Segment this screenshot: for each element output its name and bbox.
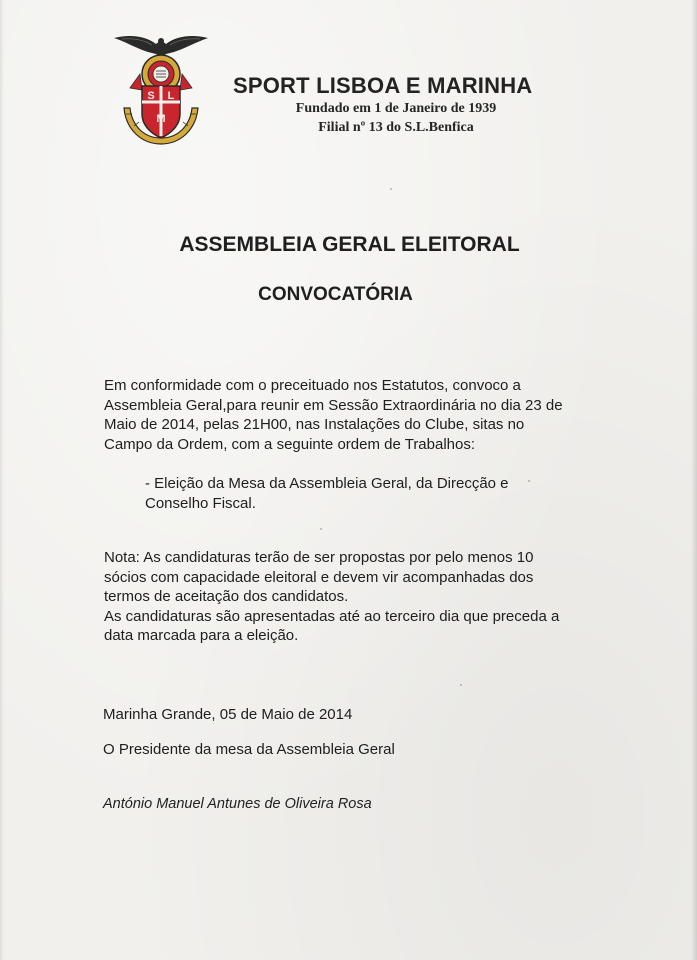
paragraph-line: Em conformidade com o preceituado nos Estatutos, convoco a (104, 377, 521, 394)
founded-line: Fundado em 1 de Janeiro de 1939 (295, 101, 497, 116)
document-subtitle: CONVOCATÓRIA (258, 284, 413, 305)
scan-speck (320, 528, 322, 530)
document-title: ASSEMBLEIA GERAL ELEITORAL (179, 233, 520, 256)
page-edge-shadow-right (691, 0, 697, 960)
signatory-role: O Presidente da mesa da Assembleia Geral (103, 741, 395, 758)
svg-text:S: S (147, 90, 155, 102)
note-line: sócios com capacidade eleitoral e devem vir acompanhadas dos (104, 568, 534, 586)
paragraph-line: Maio de 2014, pelas 21H00, nas Instalações do Clube, sitas no (104, 416, 525, 433)
paragraph-line: Campo da Ordem, com a seguinte ordem de Trabalhos: (104, 435, 476, 453)
agenda-line: Conselho Fiscal. (145, 494, 256, 512)
note-line: Nota: As candidaturas terão de ser propostas por pelo menos 10 (104, 549, 534, 566)
note-paragraph (104, 548, 559, 646)
agenda-line: - Eleição da Mesa da Assembleia Geral, da Direcção e (145, 475, 509, 492)
club-crest-icon (112, 30, 210, 146)
agenda-item (145, 474, 509, 513)
branch-line: Filial nº 13 do S.L.Benfica (318, 120, 474, 135)
note-line: data marcada para a eleição. (104, 627, 299, 644)
convocation-paragraph (104, 376, 563, 454)
club-name: SPORT LISBOA E MARINHA (233, 73, 533, 98)
paragraph-line: Assembleia Geral,para reunir em Sessão Extraordinária no dia 23 de (104, 396, 563, 414)
svg-text:L: L (167, 90, 175, 102)
note-line: As candidaturas são apresentadas até ao terceiro dia que preceda a (104, 607, 560, 625)
signatory-name: António Manuel Antunes de Oliveira Rosa (103, 796, 372, 812)
scan-speck (528, 480, 530, 482)
note-line: termos de aceitação dos candidatos. (104, 588, 349, 605)
scan-speck (390, 188, 392, 190)
svg-text:M: M (156, 113, 166, 125)
page-edge-shadow-left (0, 0, 4, 960)
scan-speck (460, 684, 462, 686)
place-date: Marinha Grande, 05 de Maio de 2014 (103, 706, 353, 723)
